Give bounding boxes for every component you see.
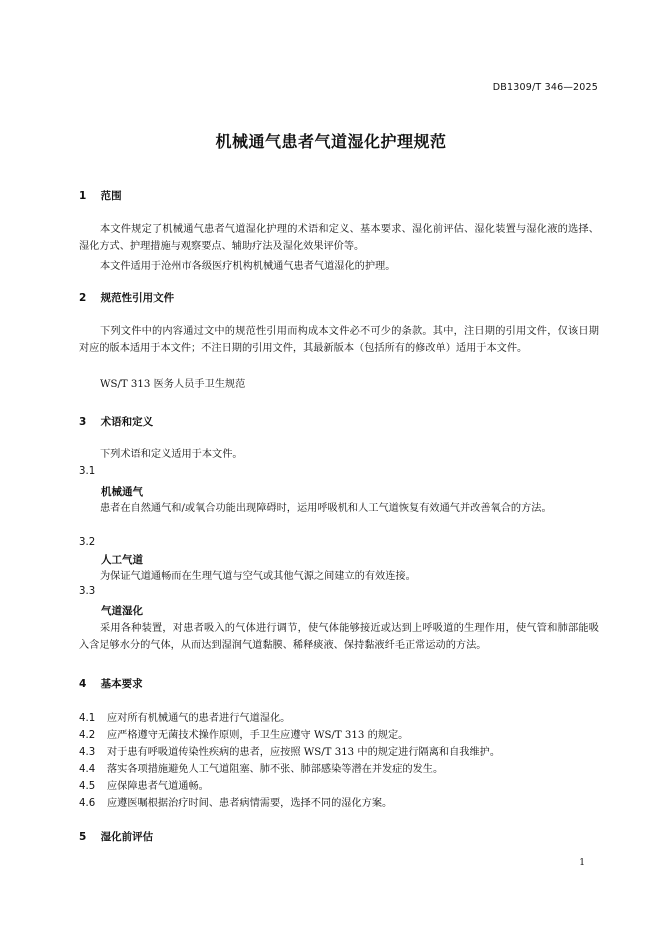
item-number: 4.5 <box>79 781 96 792</box>
list-item <box>79 709 290 724</box>
list-item <box>79 726 408 741</box>
list-item <box>79 794 392 809</box>
page-number: 1 <box>579 858 585 868</box>
list-item <box>79 743 500 758</box>
section-number: 5 <box>79 831 87 843</box>
item-number: 4.4 <box>79 764 96 775</box>
section-number: 1 <box>79 190 87 202</box>
term-title: 机械通气 <box>101 486 143 498</box>
item-number: 4.1 <box>79 713 96 724</box>
item-text: 应遵医嘱根据治疗时间、患者病情需要，选择不同的湿化方案。 <box>107 798 393 809</box>
term-definition: 患者在自然通气和/或氧合功能出现障碍时，运用呼吸机和人工气道恢复有效通气并改善氧合的方法。 <box>100 503 552 514</box>
section-number: 3 <box>79 416 87 428</box>
normative-reference: WS/T 313 医务人员手卫生规范 <box>100 379 246 390</box>
section-title: 术语和定义 <box>100 416 154 428</box>
section-1-paragraph-1: 本文件规定了机械通气患者气道湿化护理的术语和定义、基本要求、湿化前评估、湿化装置与湿化液的选择、湿化方式、护理措施与观察要点、辅助疗法及湿化效果评价等。 <box>79 224 599 252</box>
section-number: 4 <box>79 678 87 690</box>
section-1-heading <box>79 188 122 203</box>
term-title: 人工气道 <box>101 554 143 566</box>
section-3-heading <box>79 414 153 429</box>
item-text: 应严格遵守无菌技术操作原则，手卫生应遵守 WS/T 313 的规定。 <box>107 730 409 741</box>
item-number: 4.3 <box>79 747 96 758</box>
list-item <box>79 777 209 792</box>
section-title: 范围 <box>100 190 122 202</box>
item-number: 4.2 <box>79 730 96 741</box>
section-2-heading <box>79 290 174 305</box>
section-1-paragraph-2: 本文件适用于沧州市各级医疗机构机械通气患者气道湿化的护理。 <box>100 261 396 272</box>
term-number: 3.3 <box>79 586 96 597</box>
section-title: 基本要求 <box>100 678 143 690</box>
term-definition: 采用各种装置，对患者吸入的气体进行调节，使气体能够接近或达到上呼吸道的生理作用，使气管和肺部能吸入含足够水分的气体，从而达到湿润气道黏膜、稀释痰液、保持黏液纤毛正常运动的方法。 <box>79 623 599 651</box>
document-number: DB1309/T 346—2025 <box>492 82 598 93</box>
term-number: 3.1 <box>79 466 96 477</box>
section-5-heading <box>79 829 153 844</box>
section-4-heading <box>79 676 143 691</box>
term-definition: 为保证气道通畅而在生理气道与空气或其他气源之间建立的有效连接。 <box>100 571 416 582</box>
term-title: 气道湿化 <box>101 605 143 617</box>
item-text: 应对所有机械通气的患者进行气道湿化。 <box>107 713 291 724</box>
section-title: 规范性引用文件 <box>100 292 175 304</box>
section-title: 湿化前评估 <box>100 831 154 843</box>
item-text: 应保障患者气道通畅。 <box>107 781 209 792</box>
item-number: 4.6 <box>79 798 96 809</box>
page-title: 机械通气患者气道湿化护理规范 <box>215 132 447 151</box>
section-number: 2 <box>79 292 87 304</box>
list-item <box>79 760 443 775</box>
term-number: 3.2 <box>79 537 96 548</box>
section-2-paragraph-1: 下列文件中的内容通过文中的规范性引用而构成本文件必不可少的条款。其中，注日期的引用文件，仅该日期对应的版本适用于本文件；不注日期的引用文件，其最新版本（包括所有的修改单）适用于本文件。 <box>79 326 599 354</box>
item-text: 落实各项措施避免人工气道阻塞、肺不张、肺部感染等潜在并发症的发生。 <box>107 764 444 775</box>
item-text: 对于患有呼吸道传染性疾病的患者，应按照 WS/T 313 中的规定进行隔离和自我维护。 <box>107 747 501 758</box>
section-3-intro: 下列术语和定义适用于本文件。 <box>100 449 243 460</box>
